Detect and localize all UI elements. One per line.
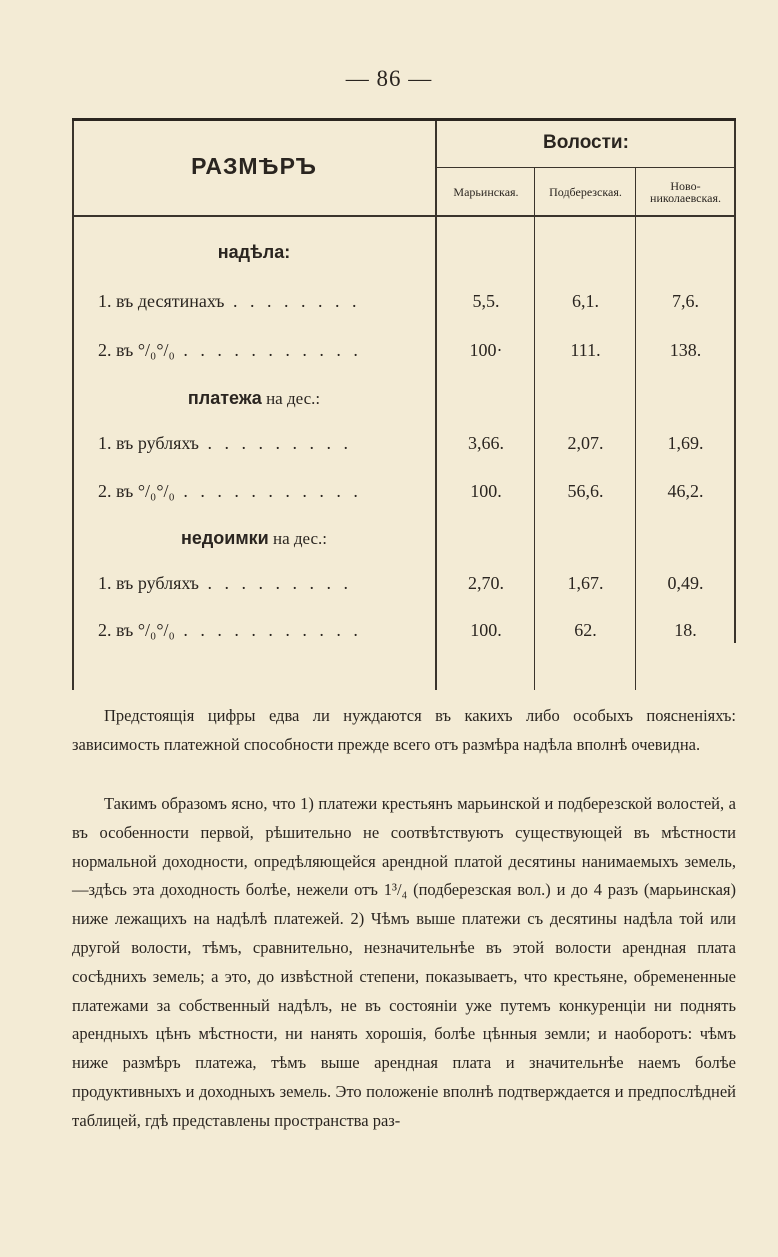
row-label-text: 2. въ °/₀°/₀ <box>98 620 175 640</box>
row-label <box>98 340 428 361</box>
table-cell: 100· <box>469 340 503 360</box>
row-label <box>98 620 428 641</box>
table-cell: 18. <box>674 620 697 640</box>
paragraph-text: Такимъ образомъ ясно, что 1) платежи крестьянъ марьинской и подберезской волостей, а въ особенности первой, рѣшительно не соотвѣтствуютъ существующей въ мѣстности нормальной доходности, опредѣляющейся арендной платой десятины нанимаемыхъ земель,—здѣсь эта доходность болѣе, нежели отъ 1³/₄ (подберезская вол.) и до 4 разъ (марьинская) ниже лежащихъ на надѣлѣ платежей. 2) Чѣмъ выше платежи съ десятины надѣла той или другой волости, тѣмъ, сравнительно, незначительнѣе въ этой волости арендная плата сосѣднихъ земель; а это, до извѣстной степени, показываетъ, что крестьяне, обремененные платежами за собственный надѣлъ, не въ состояніи уже путемъ конкуренціи ни поднять арендныхъ цѣнъ мѣстности, ни нанять хорошія, болѣе цѣнныя земли; и наоборотъ: чѣмъ ниже размѣръ платежа, тѣмъ выше арендная плата и значительнѣе наемъ болѣе продуктивныхъ и доходныхъ земель. Это положеніе вполнѣ подтверждается и предпослѣдней таблицей, гдѣ представлены пространства раз- <box>72 794 736 1130</box>
row-label <box>98 291 428 312</box>
row-label <box>98 481 428 502</box>
row-label-text: 2. въ °/₀°/₀ <box>98 481 175 501</box>
table-right-border <box>734 121 736 643</box>
table-header-title: РАЗМѢРЪ <box>191 153 317 179</box>
body-paragraph <box>72 790 736 1136</box>
table-cell: 7,6. <box>672 291 699 311</box>
row-leader-dots: . . . . . . . . <box>224 291 361 311</box>
row-label-text: 2. въ °/₀°/₀ <box>98 340 175 360</box>
table-cell: 0,49. <box>667 573 704 593</box>
row-leader-dots: . . . . . . . . . <box>198 573 352 593</box>
table-cell: 2,07. <box>567 433 604 453</box>
row-label-text: 1. въ рубляхъ <box>98 573 199 593</box>
table-cell: 100. <box>470 481 502 501</box>
row-label <box>98 433 428 454</box>
row-leader-dots: . . . . . . . . . <box>198 433 352 453</box>
section-title <box>72 388 436 409</box>
table-cell: 138. <box>669 340 702 360</box>
row-leader-dots: . . . . . . . . . . . <box>174 340 362 360</box>
table-cell: 1,69. <box>667 433 704 453</box>
volosti-title: Волости: <box>543 132 629 153</box>
section-title-rest: на дес.: <box>268 529 328 548</box>
header-bottom-rule <box>72 215 736 217</box>
section-title-bold: недоимки <box>180 528 269 548</box>
table-cell: 111. <box>570 340 601 360</box>
section-title <box>72 242 436 263</box>
section-title-bold: надѣла: <box>217 242 291 262</box>
column-header-marinskaya: Марьинская. <box>453 185 519 199</box>
row-leader-dots: . . . . . . . . . . . <box>174 620 362 640</box>
column-header-podberezskaya: Подберезская. <box>549 185 622 199</box>
table-cell: 1,67. <box>567 573 604 593</box>
section-title <box>72 528 436 549</box>
section-title-bold: платежа <box>187 388 262 408</box>
table-cell: 5,5. <box>472 291 500 311</box>
table-cell: 56,6. <box>567 481 604 501</box>
body-paragraph <box>72 702 736 760</box>
table-cell: 62. <box>574 620 597 640</box>
section-title-rest: на дес.: <box>261 389 321 408</box>
table-cell: 100. <box>470 620 502 640</box>
table-cell: 3,66. <box>468 433 504 453</box>
table-cell: 6,1. <box>572 291 599 311</box>
table-divider-col1 <box>534 168 535 690</box>
table-cell: 46,2. <box>667 481 704 501</box>
table-top-rule <box>72 118 736 121</box>
statistics-table <box>72 118 736 690</box>
column-header-novonikolaevskaya: Ново- николаевская. <box>650 179 721 205</box>
page-number: — 86 — <box>345 66 433 91</box>
table-divider-col2 <box>635 168 636 690</box>
table-cell: 2,70. <box>468 573 504 593</box>
row-label-text: 1. въ десятинахъ <box>98 291 225 311</box>
row-label <box>98 573 428 594</box>
volosti-underline <box>436 167 736 168</box>
row-leader-dots: . . . . . . . . . . . <box>174 481 362 501</box>
paragraph-text: Предстоящія цифры едва ли нуждаются въ какихъ либо особыхъ поясненіяхъ: зависимость платежной способности прежде всего отъ размѣра надѣла вполнѣ очевидна. <box>72 706 736 754</box>
row-label-text: 1. въ рубляхъ <box>98 433 199 453</box>
